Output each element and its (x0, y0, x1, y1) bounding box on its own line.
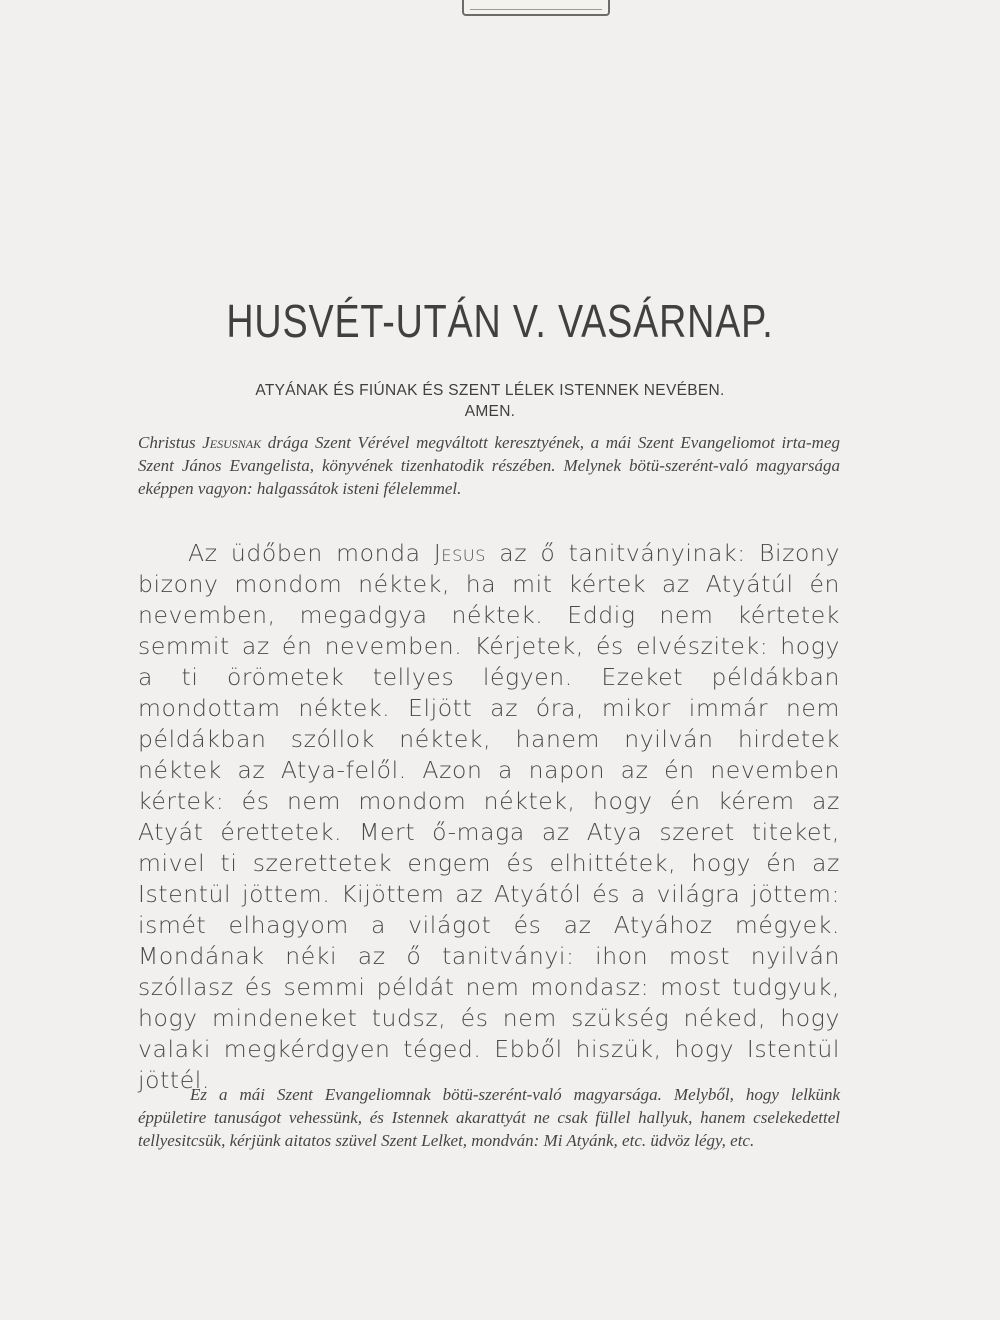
invocation-line-1: ATYÁNAK ÉS FIÚNAK ÉS SZENT LÉLEK ISTENNEK NEVÉBEN. (255, 382, 725, 399)
invocation-line-2: AMEN. (464, 403, 516, 420)
gospel-paragraph (138, 538, 840, 1096)
gospel-name: Jesus (433, 539, 486, 567)
invocation (140, 380, 840, 422)
gospel-text-rest: az ő tanitványinak: Bizony bizony mondom néktek, ha mit kértek az Atyátúl én nevemben, megadgya néktek. Eddig nem kértetek semmit az én nevemben. Kérjetek, és elvészitek: hogy a ti örömetek tellyes légyen. Ezeket példákban mondottam néktek. Eljött az óra, mikor immár nem példákban szóllok néktek, hanem nyilván hirdetek néktek az Atya-felől. Azon a napon az én nevemben kértek: és nem mondom néktek, hogy én kérem az Atyát érettetek. Mert ő-maga az Atya szeret titeket, mivel ti szerettetek engem és elhittétek, hogy én az Istentül jöttem. Kijöttem az Atyától és a világra jöttem: ismét elhagyom a világot és az Atyához mégyek. Mondának néki az ő tanitványi: ihon most nyilván szóllasz és semmi példát nem mondasz: most tudgyuk, hogy mindeneket tudsz, és nem szükség néked, hogy valaki megkérdgyen téged. Ebből hiszük, hogy Istentül jöttél. (138, 539, 840, 1094)
closing-paragraph: Ez a mái Szent Evangeliomnak bötü-szerént-való magyarsága. Melyből, hogy lelkünk éppületire tanuságot vehessünk, és Istennek akarattyát ne csak füllel hallyuk, hanem cselekedettel tellyesitcsük, kérjünk aitatos szüvel Szent Lelket, mondván: Mi Atyánk, etc. üdvöz légy, etc. (138, 1085, 840, 1150)
intro-paragraph (138, 431, 840, 500)
page-title: HUSVÉT-UTÁN V. VASÁRNAP. (226, 295, 774, 347)
gospel-text-start: Az üdőben monda (188, 539, 434, 567)
page-tab-mark (462, 0, 610, 16)
intro-text-start: Christus (138, 433, 203, 452)
intro-name: Jesusnak (202, 433, 262, 452)
intro-text-rest: drága Szent Vérével megváltott keresztyének, a mái Szent Evangeliomot irta-meg Szent János Evangelista, könyvének tizenhatodik részében. Melynek bötü-szerént-való magyarsága eképpen vagyon: halgassátok isteni félelemmel. (138, 433, 840, 498)
